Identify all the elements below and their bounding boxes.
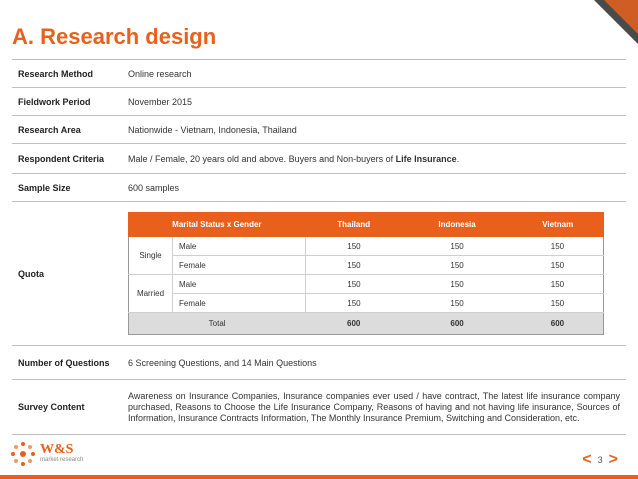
total-cell: 600	[402, 313, 512, 335]
row-value: Awareness on Insurance Companies, Insurance companies ever used / have contract, The latest life insurance company purchased, Reasons to Choose the Life Insurance Company, Reasons of having and not having life insurance, Sources of Information, Insurance Contracts Information, The Monthly Insurance Premium, Switching and Consideration, etc.	[128, 390, 620, 423]
page-title: A. Research design	[12, 24, 217, 49]
header-cell: Thailand	[305, 213, 402, 237]
row-value: 6 Screening Questions, and 14 Main Questions	[128, 357, 317, 368]
row-label: Research Method	[18, 68, 94, 79]
slide-pager	[576, 451, 624, 469]
row-value: Nationwide - Vietnam, Indonesia, Thailand	[128, 124, 297, 135]
row-label: Number of Questions	[18, 357, 110, 368]
row-value: 600 samples	[128, 182, 180, 193]
row-label: Research Area	[18, 124, 81, 135]
quota-cell: 150	[305, 237, 402, 256]
gender-cell: Female	[173, 256, 306, 275]
quota-header-row	[129, 213, 604, 237]
table-row	[129, 275, 604, 294]
quota-container	[128, 212, 626, 335]
marital-status-cell: Single	[129, 237, 173, 275]
quota-cell: 150	[305, 275, 402, 294]
total-cell: 600	[512, 313, 604, 335]
company-logo	[10, 441, 83, 467]
footer-divider	[0, 475, 638, 479]
row-label: Fieldwork Period	[18, 96, 91, 107]
page-number: 3	[597, 455, 603, 465]
gender-cell: Male	[173, 275, 306, 294]
logo-dots-icon	[10, 441, 36, 467]
quota-cell: 150	[512, 256, 604, 275]
row-survey-content	[12, 380, 626, 435]
row-label: Survey Content	[18, 402, 85, 412]
quota-cell: 150	[402, 294, 512, 313]
row-label: Respondent Criteria	[18, 153, 105, 164]
header-cell: Vietnam	[512, 213, 604, 237]
marital-status-cell: Married	[129, 275, 173, 313]
gender-cell: Female	[173, 294, 306, 313]
logo-text	[40, 441, 84, 465]
row-label: Quota	[18, 268, 44, 279]
gender-cell: Male	[173, 237, 306, 256]
row-value: Online research	[128, 68, 192, 79]
row-fieldwork-period	[12, 88, 626, 116]
next-slide-button[interactable]: >	[608, 451, 618, 468]
quota-cell: 150	[512, 237, 604, 256]
research-design-table	[12, 60, 626, 435]
table-row	[129, 294, 604, 313]
logo-subtitle: market research	[40, 456, 84, 463]
total-label: Total	[129, 313, 306, 335]
table-row	[129, 256, 604, 275]
row-quota	[12, 202, 626, 346]
total-cell: 600	[305, 313, 402, 335]
table-row	[129, 237, 604, 256]
corner-accent-decoration	[604, 0, 638, 34]
row-label: Sample Size	[18, 182, 71, 193]
criteria-text: Male / Female, 20 years old and above. Buyers and Non-buyers of	[128, 153, 396, 164]
quota-cell: 150	[402, 237, 512, 256]
logo-brand: W&S	[40, 441, 74, 457]
quota-cell: 150	[305, 256, 402, 275]
quota-table	[128, 212, 604, 335]
row-value	[128, 154, 626, 164]
row-value: November 2015	[128, 96, 193, 107]
header-cell: Marital Status x Gender	[129, 213, 306, 237]
row-sample-size	[12, 174, 626, 202]
previous-slide-button[interactable]: <	[582, 451, 592, 468]
quota-cell: 150	[512, 275, 604, 294]
criteria-suffix: .	[456, 153, 460, 164]
row-number-of-questions	[12, 346, 626, 380]
row-respondent-criteria	[12, 144, 626, 174]
quota-cell: 150	[402, 256, 512, 275]
header-cell: Indonesia	[402, 213, 512, 237]
quota-cell: 150	[402, 275, 512, 294]
criteria-highlight: Life Insurance	[395, 153, 457, 164]
total-row	[129, 313, 604, 335]
quota-cell: 150	[305, 294, 402, 313]
quota-cell: 150	[512, 294, 604, 313]
row-research-method	[12, 60, 626, 88]
row-research-area	[12, 116, 626, 144]
